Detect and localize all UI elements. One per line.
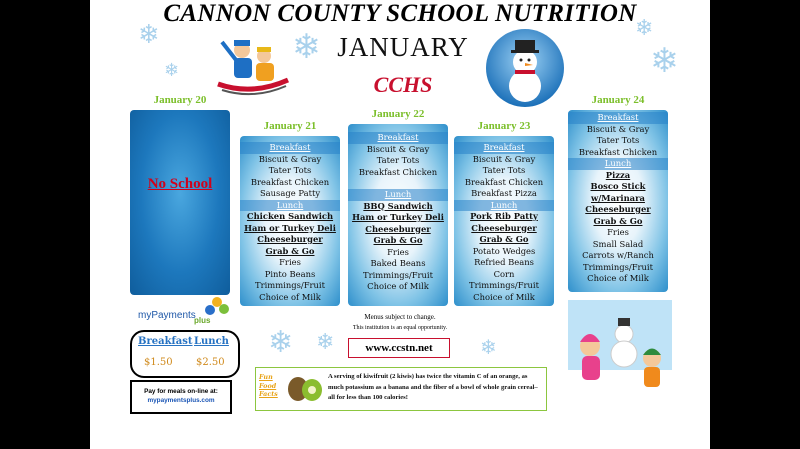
menu-item: Carrots w/Ranch (582, 250, 654, 260)
breakfast-heading: Breakfast (568, 112, 668, 124)
day-column-jan21 (240, 136, 340, 306)
day-column-jan22 (348, 124, 448, 306)
date-header: January 21 (263, 120, 317, 132)
menu-item: Biscuit & Gray (258, 153, 322, 164)
no-school-label: No School (147, 176, 213, 192)
pay-online-text: Pay for meals on-line at: (144, 388, 218, 395)
menu-item-entree: Grab & Go (479, 234, 529, 244)
menu-item-entree: Pork Rib Patty (470, 211, 538, 221)
menu-item: Choice of Milk (259, 291, 321, 302)
fun-facts-text: A serving of kiwifruit (2 kiwis) has twice the vitamin C of an orange, as much potassium as a banana and the fiber of a bowl of whole grain cereal–all for less than 100 calories! (328, 373, 538, 401)
menu-item: Tater Tots (482, 165, 526, 175)
lunch-heading: Lunch (240, 200, 340, 212)
menu-item: Trimmings/Fruit (255, 280, 325, 290)
menu-item: Corn (493, 268, 515, 279)
menu-item-entree: Chicken Sandwich (246, 211, 334, 221)
lunch-price: $2.50 (196, 357, 225, 368)
meal-prices-box (130, 330, 240, 378)
breakfast-price: $1.50 (144, 357, 173, 368)
menu-item: Fries (607, 227, 629, 237)
menu-item-entree: Ham or Turkey Deli (352, 212, 444, 222)
day-column-jan23 (454, 136, 554, 306)
snowflake-icon: ❄ (268, 325, 294, 360)
lunch-price-label: Lunch (194, 336, 229, 347)
lunch-heading: Lunch (348, 189, 448, 201)
snowflake-icon: ❄ (138, 20, 160, 50)
sledding-kids-image (212, 34, 294, 100)
menu-item-entree: Cheeseburger (471, 222, 537, 233)
fun-food-facts-box (255, 367, 547, 411)
menu-item: Fries (279, 257, 301, 267)
mypayments-logo (136, 296, 232, 326)
menu-change-note: Menus subject to change. (364, 313, 436, 321)
snowflake-icon: ❄ (316, 330, 335, 355)
day-column-jan24 (568, 110, 668, 292)
winter-kids-image (568, 300, 672, 404)
menu-item-entree: Ham or Turkey Deli (244, 222, 336, 233)
menu-item: Trimmings/Fruit (583, 261, 653, 272)
equal-opportunity-note: This institution is an equal opportunity. (352, 325, 448, 331)
menu-item: Biscuit & Gray (472, 153, 536, 164)
menu-item: Tater Tots (376, 155, 420, 165)
menu-item: Biscuit & Gray (586, 123, 650, 134)
lunch-heading: Lunch (454, 200, 554, 212)
logo-dots-icon (204, 296, 230, 316)
menu-item-entree: Grab & Go (265, 245, 315, 256)
date-header: January 22 (371, 108, 425, 120)
snowflake-icon: ❄ (480, 335, 497, 359)
pay-online-link[interactable]: mypaymentsplus.com (147, 397, 215, 404)
breakfast-price-label: Breakfast (138, 336, 193, 347)
menu-item: Refried Beans (474, 257, 534, 267)
menu-item-entree: Bosco Stick (590, 181, 646, 191)
menu-item-entree: Pizza (605, 169, 631, 180)
menu-item-entree: Grab & Go (373, 235, 423, 245)
snowflake-icon: ❄ (292, 27, 321, 67)
pay-online-box (130, 380, 232, 414)
date-header: January 20 (153, 94, 207, 106)
snowflake-icon: ❄ (164, 60, 180, 81)
menu-item: Trimmings/Fruit (469, 280, 539, 290)
menu-item-entree: Grab & Go (593, 215, 643, 226)
menu-item: Breakfast Chicken (358, 166, 438, 177)
menu-item: Sausage Patty (259, 188, 321, 198)
date-header: January 23 (477, 120, 531, 132)
menu-item-entree: w/Marinara (591, 192, 645, 203)
menu-item: Fries (387, 246, 409, 257)
menu-item-entree: Cheeseburger (257, 234, 323, 244)
fun-facts-label: Fun Food Facts (259, 373, 278, 398)
breakfast-heading: Breakfast (454, 142, 554, 154)
menu-flyer (90, 0, 710, 449)
lunch-heading: Lunch (568, 158, 668, 170)
menu-item: Small Salad (592, 238, 644, 249)
menu-item: Pinto Beans (264, 268, 316, 279)
menu-item: Potato Wedges (472, 245, 536, 256)
menu-item: Breakfast Chicken (250, 176, 330, 187)
menu-item: Trimmings/Fruit (363, 269, 433, 280)
month-title: JANUARY (337, 32, 469, 62)
logo-plus: plus (194, 316, 211, 325)
snowflake-icon: ❄ (635, 16, 654, 41)
day-column-jan20 (130, 110, 230, 295)
page-title: CANNON COUNTY SCHOOL NUTRITION (163, 0, 637, 27)
menu-item-entree: Cheeseburger (365, 223, 431, 234)
menu-item: Biscuit & Gray (366, 143, 430, 154)
menu-item: Breakfast Chicken (578, 146, 658, 157)
menu-item: Breakfast Pizza (471, 188, 537, 198)
kiwi-icon (286, 374, 324, 404)
snowman-ornament-image (485, 28, 565, 108)
logo-brand: myPayments (138, 310, 196, 321)
menu-item: Tater Tots (268, 165, 312, 175)
menu-item-entree: Cheeseburger (585, 204, 651, 214)
menu-item: Tater Tots (596, 135, 640, 145)
date-header: January 24 (591, 94, 645, 106)
website-link[interactable]: www.ccstn.net (348, 338, 450, 358)
breakfast-heading: Breakfast (348, 132, 448, 144)
menu-item: Breakfast Chicken (464, 176, 544, 187)
menu-item: Baked Beans (370, 258, 426, 268)
menu-item: Choice of Milk (367, 281, 429, 291)
breakfast-heading: Breakfast (240, 142, 340, 154)
school-name: CCHS (373, 72, 433, 97)
menu-item: Choice of Milk (587, 273, 649, 283)
menu-item: Choice of Milk (473, 291, 535, 302)
snowflake-icon: ❄ (650, 41, 679, 81)
menu-item-entree: BBQ Sandwich (363, 200, 433, 211)
